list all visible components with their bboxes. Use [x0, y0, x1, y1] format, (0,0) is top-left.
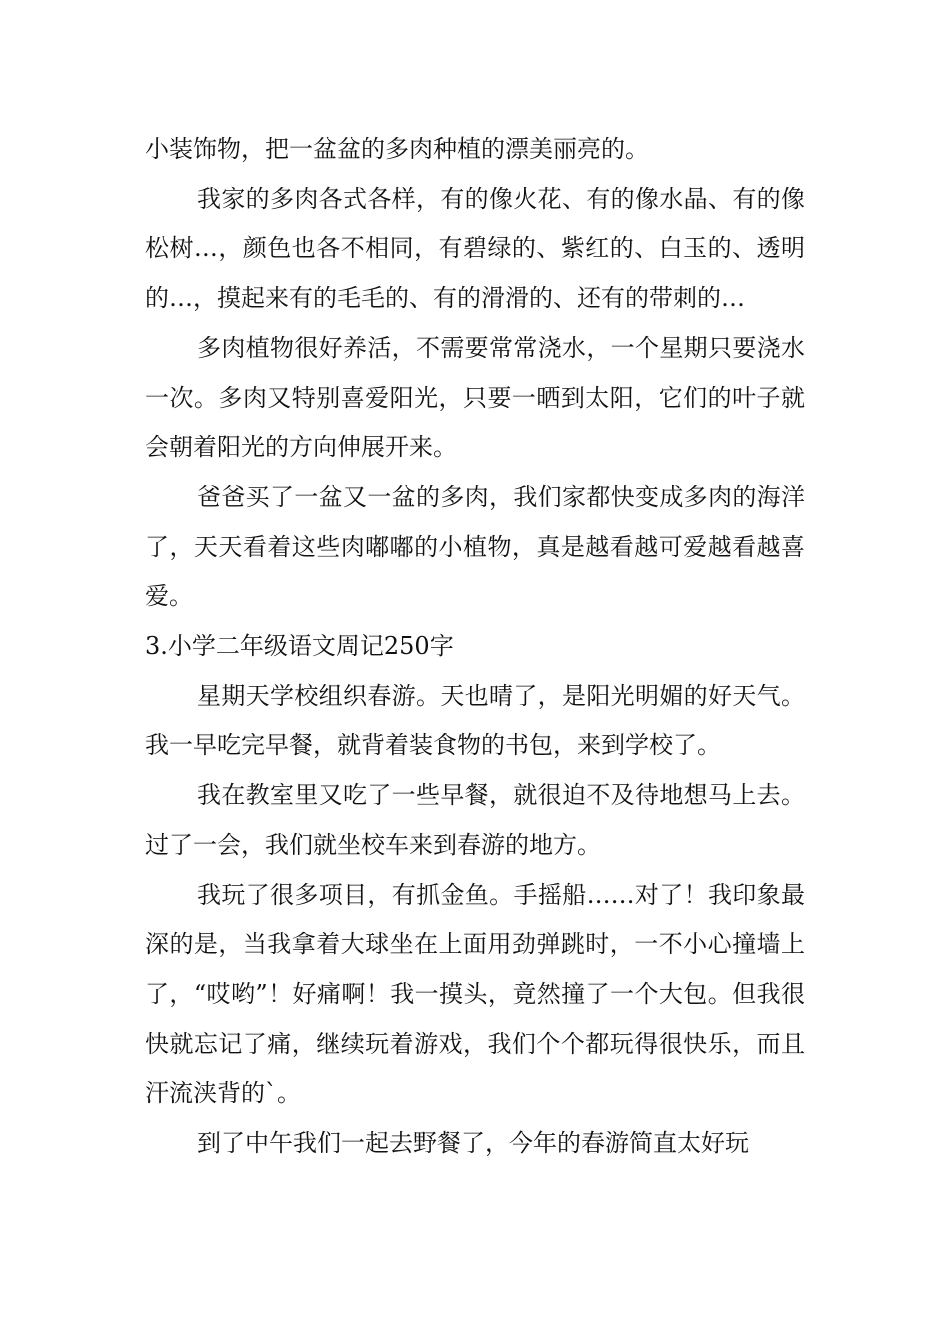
paragraph: 爸爸买了一盆又一盆的多肉，我们家都快变成多肉的海洋了，天天看着这些肉嘟嘟的小植物，真是越看越可爱越看越喜爱。: [145, 482, 805, 611]
paragraph: 我家的多肉各式各样，有的像火花、有的像水晶、有的像松树…，颜色也各不相同，有碧绿的、紫红的、白玉的、透明的…，摸起来有的毛毛的、有的滑滑的、还有的带刺的…: [145, 184, 805, 313]
paragraph: 我玩了很多项目，有抓金鱼。手摇船……对了！我印象最深的是，当我拿着大球坐在上面用劲弹跳时，一不小心撞墙上了，“哎哟”！好痛啊！我一摸头，竟然撞了一个大包。但我很快就忘记了痛，继续玩着游戏，我们个个都玩得很快乐，而且汗流浃背的`。: [145, 880, 805, 1108]
document-page: [145, 125, 805, 1169]
paragraph: 我在教室里又吃了一些早餐，就很迫不及待地想马上去。过了一会，我们就坐校车来到春游的地方。: [145, 781, 805, 859]
section-heading: 3.小学二年级语文周记250字: [145, 632, 454, 661]
paragraph: 小装饰物，把一盆盆的多肉种植的漂美丽亮的。: [145, 135, 649, 163]
paragraph: 多肉植物很好养活，不需要常常浇水，一个星期只要浇水一次。多肉又特别喜爱阳光，只要一晒到太阳，它们的叶子就会朝着阳光的方向伸展开来。: [145, 333, 805, 462]
paragraph: 星期天学校组织春游。天也晴了，是阳光明媚的好天气。我一早吃完早餐，就背着装食物的书包，来到学校了。: [145, 681, 805, 760]
paragraph: 到了中午我们一起去野餐了，今年的春游简直太好玩: [197, 1129, 749, 1158]
